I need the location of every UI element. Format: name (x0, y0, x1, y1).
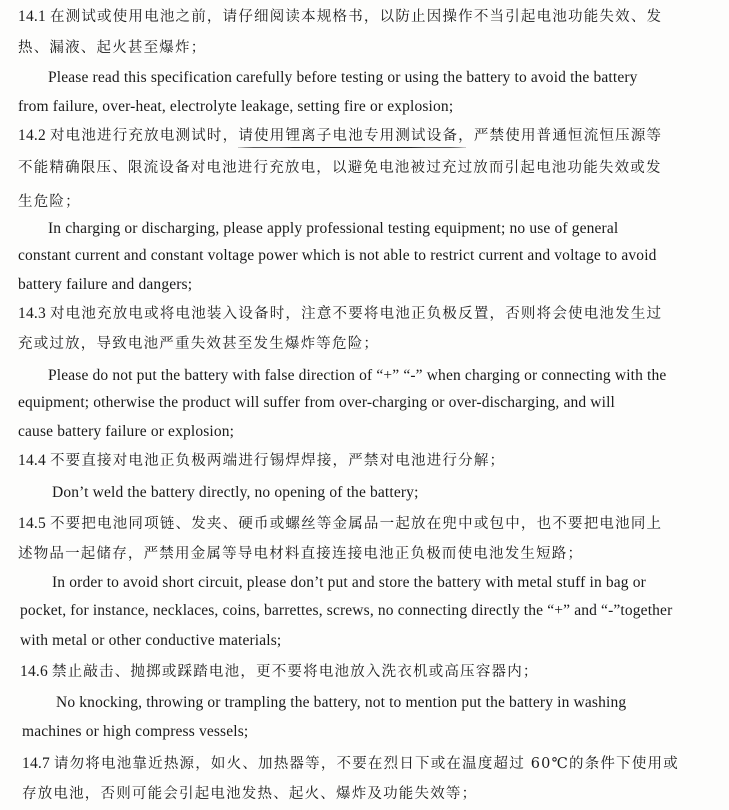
section-number: 14.2 (18, 127, 46, 144)
section-14-6-zh-line-1 (20, 661, 539, 682)
section-14-3-en-line-3: cause battery failure or explosion; (18, 423, 235, 440)
zh-text-underlined: 请使用锂离子电池专用测试设备， (238, 128, 474, 144)
zh-text: 对电池进行充放电测试时， (49, 128, 239, 144)
section-14-2-zh-line-3: 生危险； (18, 194, 81, 210)
zh-text: 对电池充放电或将电池装入设备时，注意不要将电池正负极反置，否则将会使电池发生过 (49, 306, 663, 322)
section-14-2-en-line-1: In charging or discharging, please apply professional testing equipment; no use of general (48, 220, 619, 237)
section-14-7-zh-line-2: 存放电池，否则可能会引起电池发热、起火、爆炸及功能失效等； (22, 786, 478, 802)
section-14-5-en-line-3: with metal or other conductive materials; (20, 632, 282, 649)
section-number: 14.1 (18, 8, 46, 25)
section-14-7-zh-line-1 (22, 753, 679, 774)
section-14-5-zh-line-2: 述物品一起储存，严禁用金属等导电材料直接连接电池正负极而使电池发生短路； (18, 546, 584, 562)
section-14-3-zh-line-1 (18, 303, 662, 324)
section-14-2-en-line-3: battery failure and dangers; (18, 276, 193, 293)
section-14-4-zh-line-1 (18, 450, 505, 471)
section-14-3-en-line-2: equipment; otherwise the product will suffer from over-charging or over-discharging, and will (18, 394, 616, 411)
zh-text: 禁止敲击、抛掷或踩踏电池，更不要将电池放入洗衣机或高压容器内； (51, 664, 539, 680)
zh-text: 在测试或使用电池之前，请仔细阅读本规格书，以防止因操作不当引起电池功能失效、发 (49, 9, 663, 25)
section-14-5-en-line-1: In order to avoid short circuit, please don’t put and store the battery with metal stuff in bag or (52, 574, 646, 591)
section-14-1-zh-line-2: 热、漏液、起火甚至爆炸； (18, 40, 207, 56)
section-14-4-en-line-1: Don’t weld the battery directly, no opening of the battery; (52, 484, 419, 501)
section-14-1-en-line-1: Please read this specification carefully before testing or using the battery to avoid the battery (48, 69, 638, 86)
section-14-2-zh-line-1 (18, 125, 662, 146)
zh-text: 请勿将电池靠近热源，如火、加热器等，不要在烈日下或在温度超过 60℃的条件下使用或 (53, 756, 679, 772)
section-14-2-zh-line-2: 不能精确限压、限流设备对电池进行充放电，以避免电池被过充过放而引起电池功能失效或发 (18, 160, 662, 176)
handwritten-underline (238, 147, 466, 148)
zh-text: 不要把电池同项链、发夹、硬币或螺丝等金属品一起放在兜中或包中，也不要把电池同上 (49, 516, 663, 532)
section-14-6-en-line-2: machines or high compress vessels; (22, 723, 249, 740)
section-14-3-en-line-1: Please do not put the battery with false direction of “+” “-” when charging or connecting with the (48, 367, 667, 384)
zh-text: 严禁使用普通恒流恒压源等 (473, 128, 663, 144)
zh-text: 不要直接对电池正负极两端进行锡焊焊接，严禁对电池进行分解； (49, 453, 506, 469)
section-14-5-en-line-2: pocket, for instance, necklaces, coins, barrettes, screws, no connecting directly the “+” and “-”together (20, 602, 673, 619)
section-14-6-en-line-1: No knocking, throwing or trampling the battery, not to mention put the battery in washing (56, 694, 627, 711)
section-14-5-zh-line-1 (18, 513, 662, 534)
section-14-2-en-line-2: constant current and constant voltage power which is not able to restrict current and voltage to avoid (18, 247, 657, 264)
section-14-3-zh-line-2: 充或过放，导致电池严重失效甚至发生爆炸等危险； (18, 336, 380, 352)
section-number: 14.7 (22, 755, 50, 772)
section-number: 14.3 (18, 305, 46, 322)
section-number: 14.4 (18, 452, 46, 469)
section-number: 14.5 (18, 515, 46, 532)
section-number: 14.6 (20, 663, 48, 680)
section-14-1-zh-line-1 (18, 6, 662, 27)
section-14-1-en-line-2: from failure, over-heat, electrolyte leakage, setting fire or explosion; (18, 98, 454, 115)
